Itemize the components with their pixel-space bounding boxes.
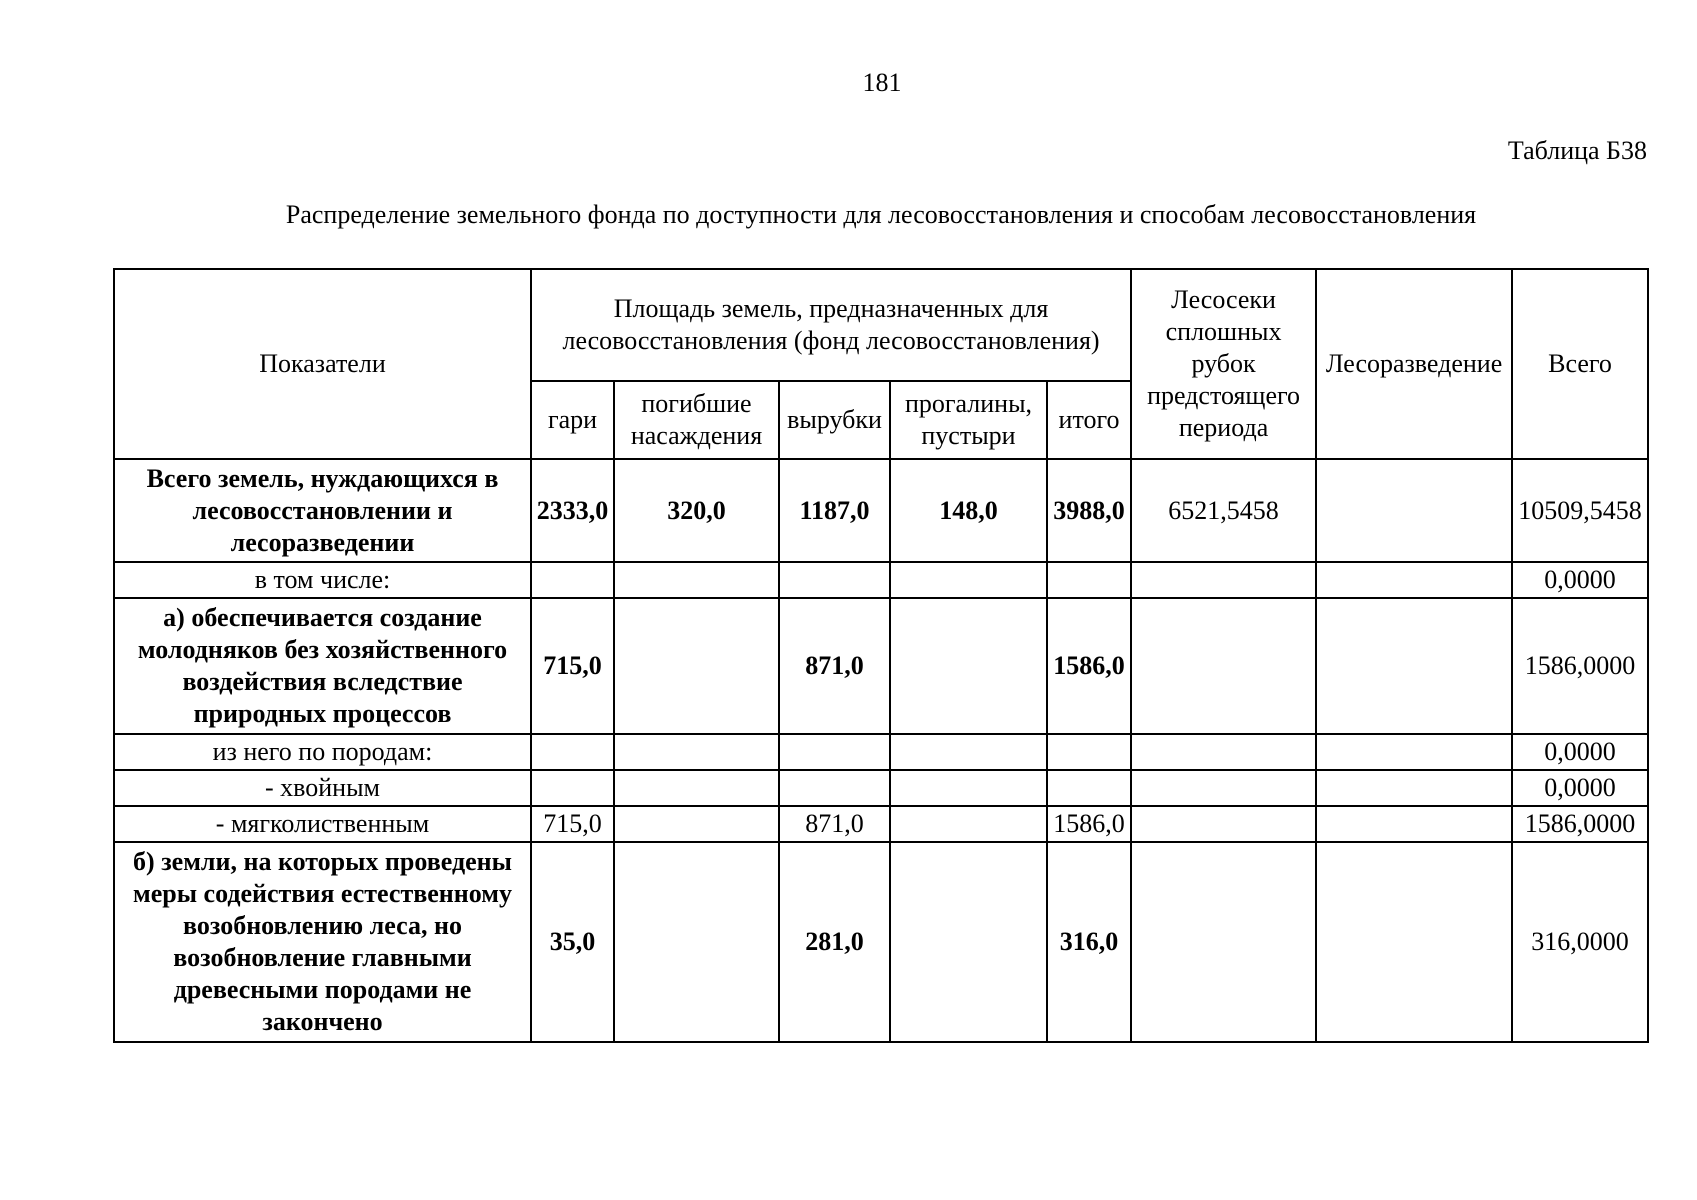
cell-lesorazvedenie — [1316, 562, 1512, 598]
cell-vsego: 10509,5458 — [1512, 459, 1648, 562]
cell-lesoseki — [1131, 562, 1316, 598]
cell-vyrubki — [779, 734, 890, 770]
cell-itogo — [1047, 562, 1131, 598]
cell-lesoseki — [1131, 770, 1316, 806]
cell-vyrubki: 1187,0 — [779, 459, 890, 562]
table-row-including — [114, 562, 1648, 598]
header-itogo: итого — [1047, 381, 1131, 459]
cell-gari — [531, 770, 614, 806]
header-lesorazvedenie: Лесоразведение — [1316, 269, 1512, 459]
cell-progaliny — [890, 562, 1047, 598]
cell-vsego: 1586,0000 — [1512, 806, 1648, 842]
cell-pogibshie — [614, 734, 779, 770]
cell-progaliny: 148,0 — [890, 459, 1047, 562]
header-gari: гари — [531, 381, 614, 459]
table-row-total — [114, 459, 1648, 562]
cell-gari: 2333,0 — [531, 459, 614, 562]
cell-gari: 35,0 — [531, 842, 614, 1042]
cell-pogibshie: 320,0 — [614, 459, 779, 562]
table-row-by-species — [114, 734, 1648, 770]
cell-lesorazvedenie — [1316, 459, 1512, 562]
cell-pogibshie — [614, 770, 779, 806]
header-row-1 — [114, 269, 1648, 381]
cell-vyrubki: 871,0 — [779, 598, 890, 734]
table-row-a — [114, 598, 1648, 734]
table-number: Таблица Б38 — [1507, 136, 1647, 165]
header-vyrubki: вырубки — [779, 381, 890, 459]
row-label: Всего земель, нуждающихся в лесовосстановлении и лесоразведении — [114, 459, 531, 562]
cell-pogibshie — [614, 806, 779, 842]
cell-gari — [531, 562, 614, 598]
cell-vyrubki: 281,0 — [779, 842, 890, 1042]
row-label: а) обеспечивается создание молодняков без хозяйственного воздействия вследствие природных процессов — [114, 598, 531, 734]
table-row-coniferous — [114, 770, 1648, 806]
cell-vsego: 0,0000 — [1512, 562, 1648, 598]
row-label: - мягколиственным — [114, 806, 531, 842]
cell-lesorazvedenie — [1316, 734, 1512, 770]
cell-lesoseki — [1131, 806, 1316, 842]
header-progaliny: прогалины, пустыри — [890, 381, 1047, 459]
cell-vyrubki — [779, 562, 890, 598]
row-label: - хвойным — [114, 770, 531, 806]
header-area-group: Площадь земель, предназначенных для лесовосстановления (фонд лесовосстановления) — [531, 269, 1131, 381]
row-label: из него по породам: — [114, 734, 531, 770]
cell-gari: 715,0 — [531, 598, 614, 734]
cell-vsego: 0,0000 — [1512, 734, 1648, 770]
table-title: Распределение земельного фонда по доступности для лесовосстановления и способам лесовосстановления — [285, 200, 1477, 229]
cell-lesoseki — [1131, 842, 1316, 1042]
cell-lesoseki — [1131, 598, 1316, 734]
page-number: 181 — [862, 68, 902, 97]
cell-lesoseki — [1131, 734, 1316, 770]
cell-pogibshie — [614, 562, 779, 598]
cell-itogo — [1047, 734, 1131, 770]
cell-vsego: 316,0000 — [1512, 842, 1648, 1042]
data-table — [113, 268, 1649, 1043]
cell-pogibshie — [614, 598, 779, 734]
cell-progaliny — [890, 598, 1047, 734]
cell-lesorazvedenie — [1316, 806, 1512, 842]
cell-vsego: 0,0000 — [1512, 770, 1648, 806]
cell-progaliny — [890, 770, 1047, 806]
cell-lesorazvedenie — [1316, 770, 1512, 806]
cell-itogo — [1047, 770, 1131, 806]
cell-progaliny — [890, 734, 1047, 770]
cell-lesorazvedenie — [1316, 598, 1512, 734]
header-indicators: Показатели — [114, 269, 531, 459]
cell-pogibshie — [614, 842, 779, 1042]
cell-progaliny — [890, 806, 1047, 842]
cell-itogo: 1586,0 — [1047, 598, 1131, 734]
cell-gari: 715,0 — [531, 806, 614, 842]
cell-lesorazvedenie — [1316, 842, 1512, 1042]
cell-progaliny — [890, 842, 1047, 1042]
header-pogibshie: погибшие насаждения — [614, 381, 779, 459]
header-lesoseki: Лесосеки сплошных рубок предстоящего периода — [1131, 269, 1316, 459]
cell-vyrubki — [779, 770, 890, 806]
cell-itogo: 3988,0 — [1047, 459, 1131, 562]
header-vsego: Всего — [1512, 269, 1648, 459]
table-row-softwood — [114, 806, 1648, 842]
row-label: в том числе: — [114, 562, 531, 598]
cell-itogo: 316,0 — [1047, 842, 1131, 1042]
table-row-b — [114, 842, 1648, 1042]
cell-vsego: 1586,0000 — [1512, 598, 1648, 734]
row-label: б) земли, на которых проведены меры содействия естественному возобновлению леса, но возобновление главными древесными породами не закончено — [114, 842, 531, 1042]
cell-lesoseki: 6521,5458 — [1131, 459, 1316, 562]
cell-itogo: 1586,0 — [1047, 806, 1131, 842]
cell-vyrubki: 871,0 — [779, 806, 890, 842]
cell-gari — [531, 734, 614, 770]
